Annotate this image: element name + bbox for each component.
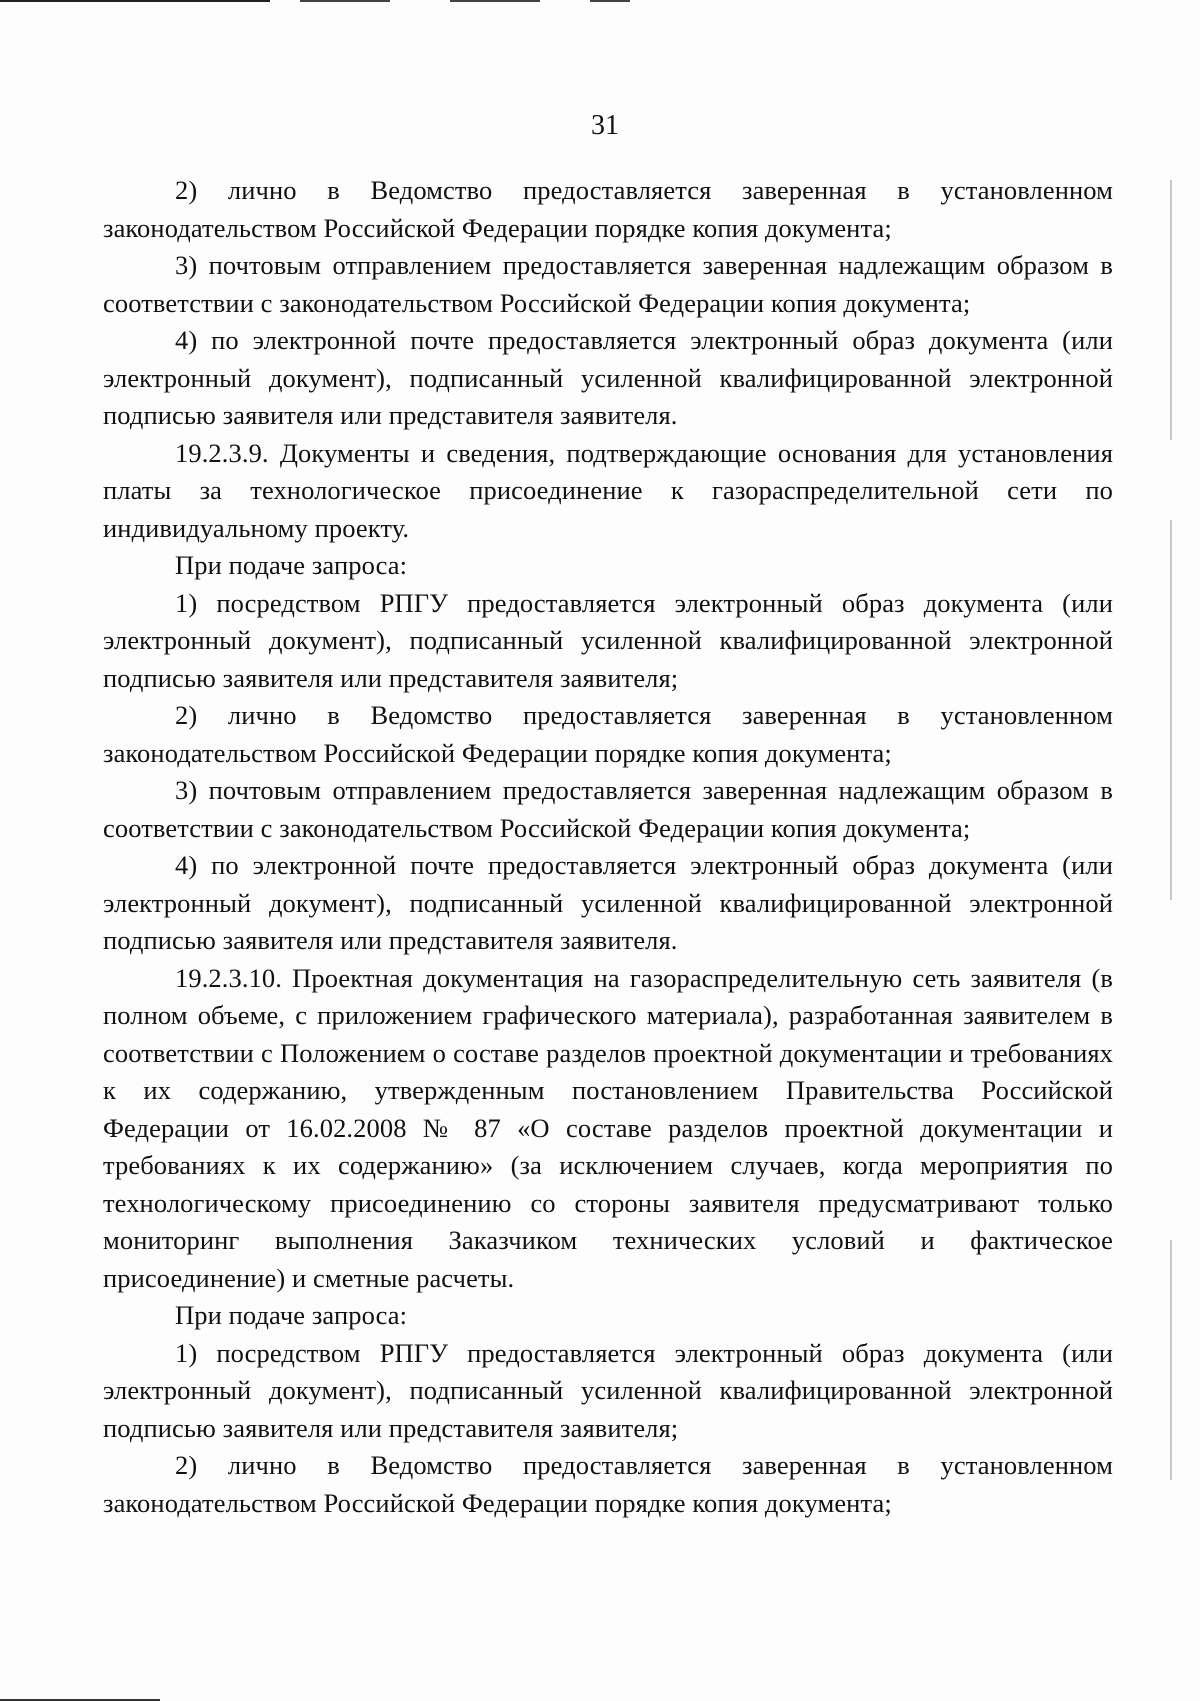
paragraph: При подаче запроса: [175, 550, 408, 580]
paragraph: 1) посредством РПГУ предоставляется электронный образ документа (или электронный документ), подписанный усиленной квалифицированной электронной подписью заявителя или представителя заявителя; [103, 1337, 1113, 1443]
scan-artifact-top-mark [450, 0, 540, 2]
paragraph: 2) лично в Ведомство предоставляется заверенная в установленном законодательством Российской Федерации порядке копия документа; [103, 175, 1113, 243]
paragraph: 3) почтовым отправлением предоставляется заверенная надлежащим образом в соответствии с законодательством Российской Федерации копия документа; [103, 775, 1113, 843]
scan-artifact-top-line [0, 0, 270, 2]
scan-artifact-top-mark [590, 0, 630, 2]
paragraph: При подаче запроса: [175, 1300, 408, 1330]
scan-artifact-right-edge [1170, 520, 1172, 900]
paragraph: 3) почтовым отправлением предоставляется заверенная надлежащим образом в соответствии с законодательством Российской Федерации копия документа; [103, 250, 1113, 318]
paragraph: 1) посредством РПГУ предоставляется электронный образ документа (или электронный документ), подписанный усиленной квалифицированной электронной подписью заявителя или представителя заявителя; [103, 587, 1113, 693]
scan-artifact-right-edge [1170, 180, 1172, 440]
scan-artifact-right-edge [1170, 1240, 1172, 1480]
paragraph: 4) по электронной почте предоставляется электронный образ документа (или электронный документ), подписанный усиленной квалифицированной электронной подписью заявителя или представителя заявителя. [103, 850, 1113, 955]
page-number: 31 [591, 110, 619, 141]
document-body [103, 172, 1113, 1522]
paragraph: 19.2.3.9. Документы и сведения, подтверждающие основания для установления платы за технологическое присоединение к газораспределительной сети по индивидуальному проекту. [103, 437, 1113, 543]
paragraph: 2) лично в Ведомство предоставляется заверенная в установленном законодательством Российской Федерации порядке копия документа; [103, 700, 1113, 768]
paragraph: 19.2.3.10. Проектная документация на газораспределительную сеть заявителя (в полном объеме, с приложением графического материала), разработанная заявителем в соответствии с Положением о составе разделов проектной документации и требованиях к их содержанию, утвержденным постановлением Правительства Российской Федерации от 16.02.2008 № 87 «О составе разделов проектной документации и требованиях к их содержанию» (за исключением случаев, когда мероприятия по технологическому присоединению со стороны заявителя предусматривают только мониторинг выполнения Заказчиком технических условий и фактическое присоединение) и сметные расчеты. [103, 962, 1113, 1293]
paragraph: 4) по электронной почте предоставляется электронный образ документа (или электронный документ), подписанный усиленной квалифицированной электронной подписью заявителя или представителя заявителя. [103, 325, 1113, 430]
paragraph: 2) лично в Ведомство предоставляется заверенная в установленном законодательством Российской Федерации порядке копия документа; [103, 1450, 1113, 1518]
scan-artifact-top-mark [300, 0, 390, 2]
